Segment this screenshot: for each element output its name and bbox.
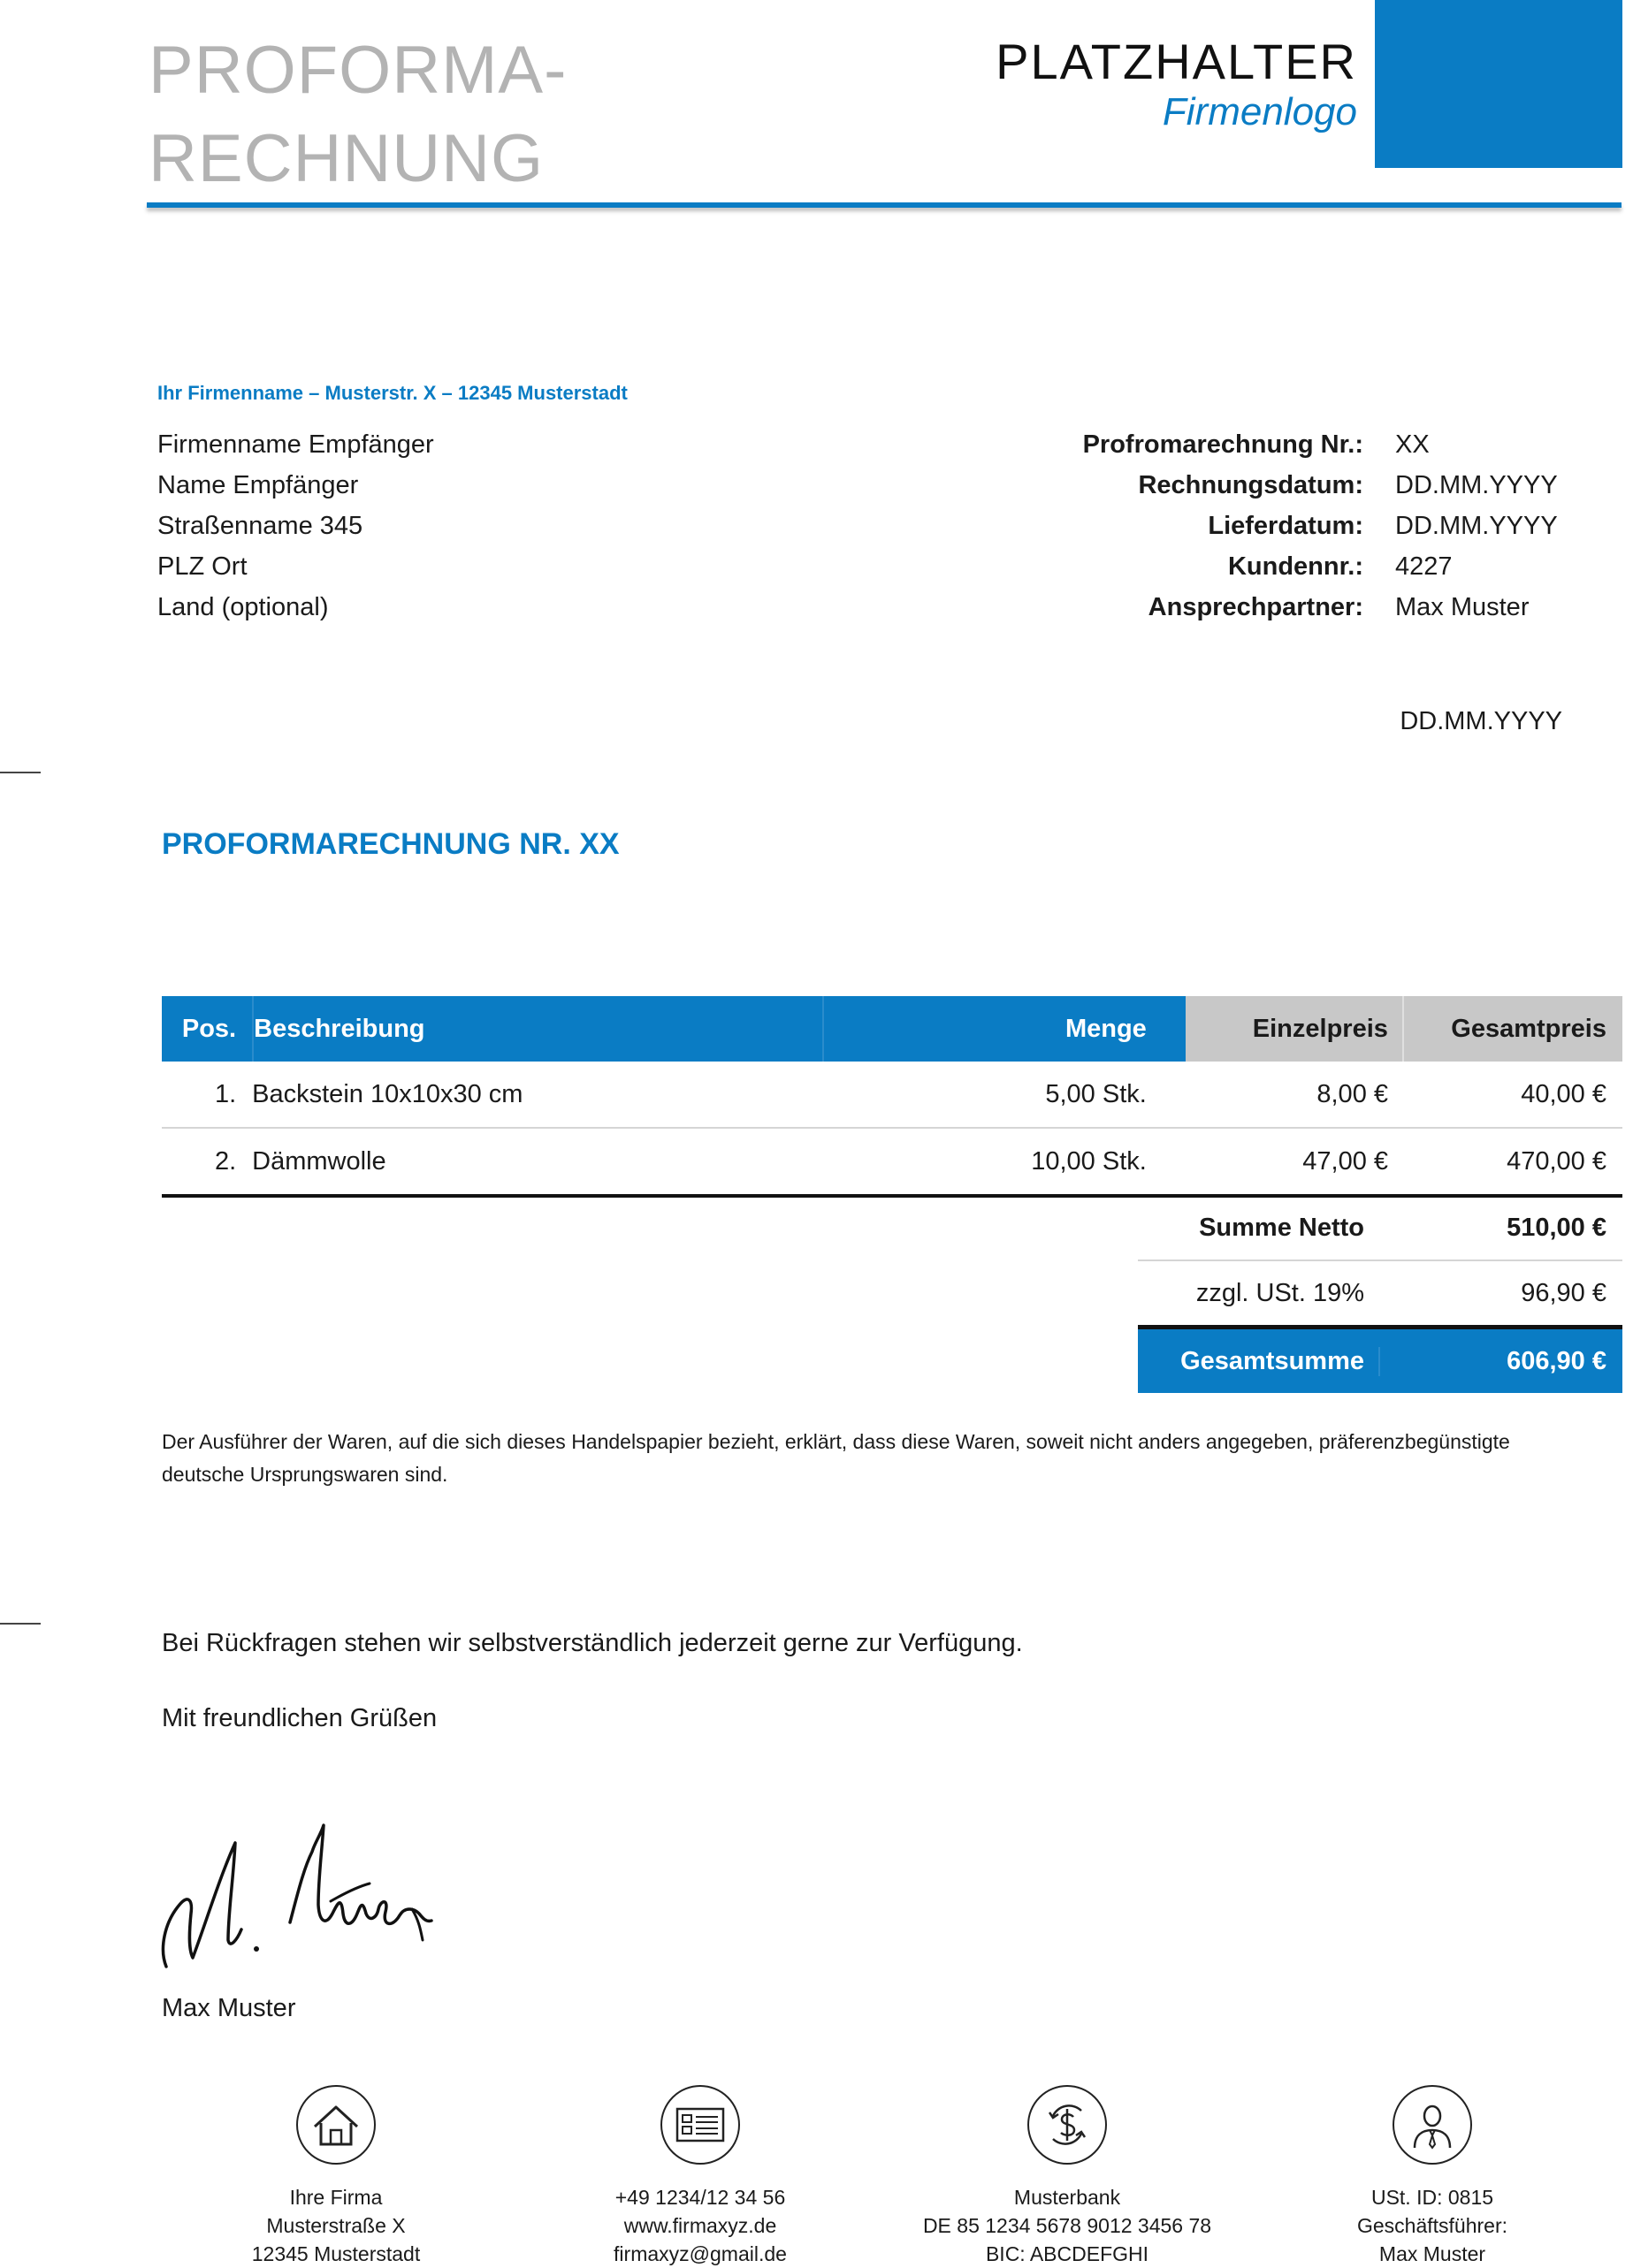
meta-row — [973, 465, 1591, 506]
closing-sentence: Bei Rückfragen stehen wir selbstverständlich jederzeit gerne zur Verfügung. — [162, 1629, 1023, 1657]
footer-line: Geschäftsführer: — [1356, 2214, 1508, 2237]
cell-total-price: 470,00 € — [1507, 1146, 1606, 1176]
footer-line: firmaxyz@gmail.de — [614, 2242, 787, 2265]
table-header — [162, 996, 1622, 1062]
document-date: DD.MM.YYYY — [1400, 707, 1562, 735]
meta-row — [973, 424, 1591, 465]
header-divider — [147, 202, 1622, 208]
meta-label: Kundennr.: — [1227, 552, 1363, 581]
meta-value: Max Muster — [1395, 593, 1530, 621]
cell-qty: 10,00 Stk. — [1031, 1146, 1147, 1176]
items-table — [162, 996, 1622, 1198]
cell-pos: 2. — [214, 1146, 237, 1176]
net-total-row — [1138, 1196, 1622, 1261]
footer-company — [150, 2084, 522, 2268]
net-total-label: Summe Netto — [1199, 1213, 1364, 1242]
recipient-city: PLZ Ort — [157, 552, 248, 581]
logo-main-text: PLATZHALTER — [996, 34, 1357, 89]
greeting: Mit freundlichen Grüßen — [162, 1704, 438, 1732]
table-row — [162, 1129, 1622, 1198]
header-pos: Pos. — [162, 996, 252, 1062]
money-transfer-icon — [1026, 2084, 1108, 2165]
cell-unit-price: 8,00 € — [1316, 1079, 1389, 1108]
cell-qty: 5,00 Stk. — [1045, 1079, 1147, 1108]
cell-desc: Backstein 10x10x30 cm — [252, 1079, 523, 1108]
signer-name: Max Muster — [162, 1994, 296, 2022]
contact-card-icon — [660, 2084, 741, 2165]
meta-row — [973, 546, 1591, 587]
footer-legal — [1247, 2084, 1618, 2268]
signature-image — [157, 1816, 449, 1984]
recipient-name: Name Empfänger — [157, 471, 359, 499]
logo-placeholder — [996, 34, 1357, 134]
meta-label: Profromarechnung Nr.: — [1082, 430, 1363, 459]
footer-line: +49 1234/12 34 56 — [614, 2186, 786, 2209]
table-row — [162, 1062, 1622, 1129]
cell-total-price: 40,00 € — [1521, 1079, 1606, 1108]
meta-row — [973, 587, 1591, 628]
footer-line: USt. ID: 0815 — [1370, 2186, 1494, 2209]
logo-sub-text: Firmenlogo — [1162, 90, 1357, 133]
house-icon — [295, 2084, 377, 2165]
footer-line: DE 85 1234 5678 9012 3456 78 — [922, 2214, 1212, 2237]
cell-unit-price: 47,00 € — [1302, 1146, 1389, 1176]
meta-value: DD.MM.YYYY — [1395, 471, 1558, 499]
cell-pos: 1. — [214, 1079, 237, 1108]
footer-bank — [881, 2084, 1253, 2268]
meta-label: Rechnungsdatum: — [1138, 471, 1363, 499]
grand-total-value: 606,90 € — [1378, 1347, 1622, 1376]
header-qty: Menge — [822, 996, 1186, 1062]
footer-line: 12345 Musterstadt — [251, 2242, 421, 2265]
footer-contact — [515, 2084, 886, 2268]
invoice-meta — [973, 424, 1591, 628]
totals-block — [1138, 1196, 1622, 1393]
meta-value: DD.MM.YYYY — [1395, 512, 1558, 540]
tax-label: zzgl. USt. 19% — [1195, 1278, 1364, 1307]
document-title — [149, 27, 767, 203]
cell-desc: Dämmwolle — [252, 1146, 386, 1176]
title-line-2: RECHNUNG — [149, 121, 545, 196]
footer-line: Ihre Firma — [289, 2186, 383, 2209]
net-total-value: 510,00 € — [1507, 1213, 1606, 1242]
origin-declaration: Der Ausführer der Waren, auf die sich dieses Handelspapier bezieht, erklärt, dass diese Waren, soweit nicht anders angegeben, präferenzbegünstigte deutsche Ursprungswaren sind. — [162, 1430, 1510, 1486]
grand-total-label: Gesamtsumme — [1180, 1346, 1364, 1375]
footer-line: Musterbank — [1013, 2186, 1121, 2209]
meta-row — [973, 506, 1591, 546]
footer-line: BIC: ABCDEFGHI — [985, 2242, 1149, 2265]
tax-value: 96,90 € — [1521, 1278, 1606, 1307]
logo-box — [1375, 0, 1622, 168]
footer-line: Musterstraße X — [266, 2214, 406, 2237]
meta-value: XX — [1395, 430, 1430, 459]
footer-line: www.firmaxyz.de — [623, 2214, 777, 2237]
recipient-company: Firmenname Empfänger — [157, 430, 434, 459]
tax-row — [1138, 1261, 1622, 1329]
fold-mark — [0, 772, 41, 773]
footer-line: Max Muster — [1378, 2242, 1486, 2265]
meta-value: 4227 — [1395, 552, 1453, 581]
invoice-heading: PROFORMARECHNUNG NR. XX — [162, 827, 620, 861]
header-total-price: Gesamtpreis — [1402, 996, 1622, 1062]
grand-total-row — [1138, 1329, 1622, 1393]
manager-icon — [1392, 2084, 1473, 2165]
title-line-1: PROFORMA- — [149, 33, 568, 108]
sender-address-line: Ihr Firmenname – Musterstr. X – 12345 Musterstadt — [157, 382, 628, 404]
meta-label: Lieferdatum: — [1208, 512, 1363, 540]
recipient-address — [157, 424, 434, 628]
meta-label: Ansprechpartner: — [1148, 593, 1363, 621]
recipient-street: Straßenname 345 — [157, 512, 363, 540]
recipient-country: Land (optional) — [157, 593, 329, 621]
fold-mark — [0, 1623, 41, 1625]
header-desc: Beschreibung — [252, 996, 822, 1062]
header-unit-price: Einzelpreis — [1186, 996, 1402, 1062]
